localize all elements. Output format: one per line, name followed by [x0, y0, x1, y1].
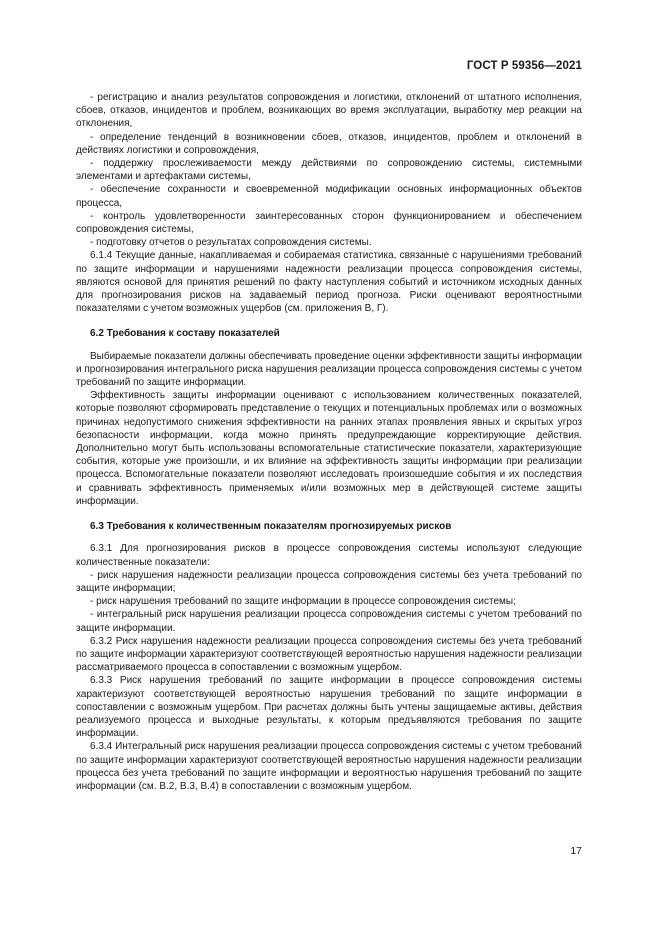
list-item: - поддержку прослеживаемости между действиями по сопровождению системы, системными элементами и артефактами системы, [76, 158, 582, 183]
paragraph: 6.3.1 Для прогнозирования рисков в процессе сопровождения системы используют следующие количественные показатели: [76, 543, 582, 568]
standard-header: ГОСТ Р 59356—2021 [466, 60, 582, 72]
list-item: - обеспечение сохранности и своевременной модификации основных информационных объектов процесса, [76, 184, 582, 209]
list-item: - интегральный риск нарушения реализации процесса сопровождения системы с учетом требований по защите информации. [76, 609, 582, 634]
list-item: - контроль удовлетворенности заинтересованных сторон функционированием и обеспечением сопровождения системы, [76, 210, 582, 236]
list-item: - регистрацию и анализ результатов сопровождения и логистики, отклонений от штатного исполнения, сбоев, отказов, инцидентов и проблем, возникающих во время эксплуатации, выработку мер реакции на отклонения, [76, 92, 582, 130]
paragraph: Эффективность защиты информации оценивают с использованием количественных показателей, которые позволяют сформировать представление о текущих и потенциальных проблемах или о возможных причинах недопустимого снижения эффективности на ранних этапах проявления явных и скрытых угроз безопасности информации, когда можно принять предупреждающие корректирующие действия. Дополнительно могут быть использованы вспомогательные статистические показатели, характеризующие события, которые уже произошли, и их влияние на эффективность защиты информации при реализации процесса. Вспомогательные показатели позволяют исследовать произошедшие события и их последствия и сравнивать эффективность применяемых и/или возможных мер в действующей системе защиты информации. [76, 390, 582, 507]
paragraph: 6.3.3 Риск нарушения требований по защите информации в процессе сопровождения системы характеризуют соответствующей вероятностью нарушения требований по защите информации в сопоставлении с возможным ущербом. При расчетах должны быть учтены защищаемые активы, действия реализуемого процесса и выходные результаты, к которым предъявляются требования по защите информации. [76, 675, 582, 740]
list-item: - риск нарушения надежности реализации процесса сопровождения системы без учета требований по защите информации; [76, 569, 582, 594]
paragraph: 6.1.4 Текущие данные, накапливаемая и собираемая статистика, связанные с нарушениями требований по защите информации и нарушениями надежности реализации процесса сопровождения системы, являются основой для принятия решений по факту наступления событий и источником исходных данных для прогнозирования рисков на задаваемый период прогноза. Риски оценивают вероятностными показателями с учетом возможных ущербов (см. приложения В, Г). [76, 250, 582, 315]
paragraph: 6.3.2 Риск нарушения надежности реализации процесса сопровождения системы без учета требований по защите информации характеризуют соответствующей вероятностью нарушения надежности реализации рассматриваемого процесса в сопоставлении с возможным ущербом. [76, 635, 582, 674]
list-item: - подготовку отчетов о результатах сопровождения системы. [90, 237, 372, 249]
document-body [76, 91, 582, 793]
section-heading: 6.3 Требования к количественным показателям прогнозируемых рисков [90, 521, 452, 533]
paragraph: Выбираемые показатели должны обеспечивать проведение оценки эффективности защиты информации и прогнозирования интегрального риска нарушения реализации процесса сопровождения системы с учетом требований по защите информации. [76, 350, 582, 389]
list-item: - определение тенденций в возникновении сбоев, отказов, инцидентов, проблем и отклонений в действиях логистики и сопровождения, [76, 131, 582, 156]
section-heading: 6.2 Требования к составу показателей [90, 328, 280, 340]
page-number: 17 [570, 845, 582, 857]
list-item: - риск нарушения требований по защите информации в процессе сопровождения системы; [90, 596, 516, 608]
paragraph: 6.3.4 Интегральный риск нарушения реализации процесса сопровождения системы с учетом требований по защите информации характеризуют соответствующей вероятностью нарушения надежности реализации процесса без учета требований по защите информации и вероятностью нарушения требований по защите информации (см. В.2, В.3, В.4) в сопоставлении с возможным ущербом. [76, 741, 582, 792]
